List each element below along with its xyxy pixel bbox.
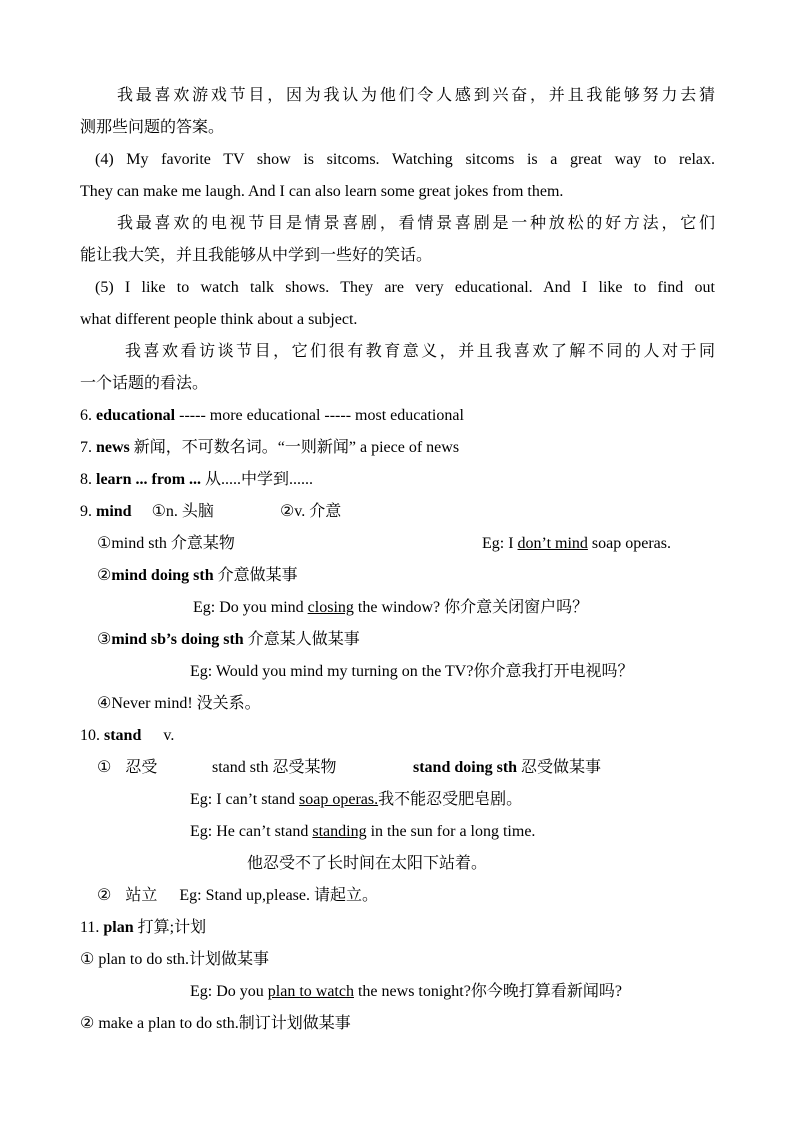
example-underlined: standing [312, 823, 367, 840]
item-9-sense-1-marker: ① [151, 503, 166, 520]
item-9 [80, 502, 341, 522]
item-11-usage-1-text: plan to do sth.计划做某事 [98, 951, 270, 968]
item-9-usage-3-bold: mind sb’s doing sth [111, 631, 244, 648]
item-11-usage-1 [80, 950, 269, 970]
p5-cn-line-2: 一个话题的看法。 [80, 375, 209, 392]
example-prefix: Eg: Do you [190, 983, 268, 1000]
example-suffix: 我不能忍受肥皂剧。 [378, 791, 523, 808]
item-10-sense-2-example: Eg: Stand up,please. 请起立。 [179, 887, 379, 904]
item-7 [80, 438, 459, 458]
example-prefix: Eg: Do you mind [193, 599, 308, 616]
item-8-word: learn ... from ... [96, 471, 202, 488]
item-9-usage-2-marker: ② [97, 567, 112, 584]
item-10-pos: v. [163, 727, 175, 744]
item-10-phrase-2 [413, 758, 601, 778]
item-8-number: 8. [80, 471, 92, 488]
item-11-usage-2 [80, 1014, 351, 1034]
p5-en-line-1: (5) I like to watch talk shows. They are very educational. And I like to find out [95, 279, 715, 296]
item-9-usage-3 [97, 630, 360, 650]
example-suffix: in the sun for a long time. [366, 823, 536, 840]
item-10-sense-2 [97, 886, 378, 906]
p4-cn-line-1: 我最喜欢的电视节目是情景喜剧，看情景喜剧是一种放松的好方法，它们 [117, 215, 715, 232]
item-10-example-2 [190, 822, 535, 842]
item-6 [80, 406, 464, 426]
item-9-sense-2: v. 介意 [294, 503, 342, 520]
item-10-sense-2-label: 站立 [125, 887, 158, 904]
item-8 [80, 470, 313, 490]
item-9-usage-1-text: mind sth 介意某物 [111, 535, 235, 552]
item-11-example-1 [190, 982, 622, 1002]
item-9-word: mind [96, 503, 132, 520]
item-9-usage-3-marker: ③ [97, 631, 112, 648]
item-9-sense-1: n. 头脑 [165, 503, 214, 520]
example-underlined: don’t mind [517, 535, 588, 552]
example-suffix: the news tonight?你今晚打算看新闻吗? [353, 983, 622, 1000]
item-9-usage-1-example [482, 534, 671, 554]
p5-en-line-2: what different people think about a subject. [80, 311, 358, 328]
item-9-usage-2 [97, 566, 298, 586]
item-9-usage-3-example: Eg: Would you mind my turning on the TV?你介意我打开电视吗？ [190, 663, 634, 680]
item-6-word: educational [96, 407, 176, 424]
p4-cn-line-2: 能让我大笑，并且我能够从中学到一些好的笑话。 [80, 247, 433, 264]
item-11-usage-1-marker: ① [80, 951, 95, 968]
item-8-meaning: 从.....中学到...... [201, 471, 314, 488]
item-10-phrase-1: stand sth 忍受某物 [212, 759, 337, 776]
item-10-example-2-translation: 他忍受不了长时间在太阳下站着。 [247, 855, 488, 872]
example-prefix: Eg: He can’t stand [190, 823, 313, 840]
item-7-number: 7. [80, 439, 92, 456]
item-10-phrase-2-bold: stand doing sth [413, 759, 518, 776]
example-suffix: the window? 你介意关闭窗户吗？ [353, 599, 589, 616]
item-10-example-1 [190, 790, 522, 810]
item-6-forms: ----- more educational ----- most educational [175, 407, 464, 424]
item-9-usage-4-text: Never mind! 没关系。 [111, 695, 261, 712]
item-9-usage-2-text: 介意做某事 [213, 567, 298, 584]
item-9-usage-2-example [193, 598, 588, 618]
item-9-usage-3-text: 介意某人做某事 [243, 631, 360, 648]
example-underlined: plan to watch [267, 983, 354, 1000]
item-9-number: 9. [80, 503, 92, 520]
item-10-phrase-2-text: 忍受做某事 [517, 759, 602, 776]
item-9-sense-2-marker: ② [279, 503, 295, 520]
example-suffix: soap operas. [587, 535, 672, 552]
item-6-number: 6. [80, 407, 92, 424]
item-10 [80, 726, 174, 746]
item-7-note: 新闻，不可数名词。“一则新闻” a piece of news [129, 439, 460, 456]
item-10-sense-1 [97, 758, 157, 778]
item-11-meaning: 打算;计划 [133, 919, 207, 936]
item-10-number: 10. [80, 727, 100, 744]
item-9-usage-4-marker: ④ [97, 695, 112, 712]
item-11-number: 11. [80, 919, 100, 936]
item-11-usage-2-marker: ② [80, 1015, 95, 1032]
p5-cn-line-1: 我喜欢看访谈节目，它们很有教育意义，并且我喜欢了解不同的人对于同 [125, 343, 715, 360]
example-underlined: soap operas. [299, 791, 379, 808]
p4-en-line-2: They can make me laugh. And I can also learn some great jokes from them. [80, 183, 564, 200]
item-9-usage-4 [97, 694, 261, 714]
item-10-sense-2-marker: ② [97, 887, 112, 904]
example-prefix: Eg: I can’t stand [190, 791, 300, 808]
item-10-sense-1-label: 忍受 [125, 759, 158, 776]
item-11-usage-2-text: make a plan to do sth.制订计划做某事 [98, 1015, 351, 1032]
item-9-usage-1 [97, 534, 235, 554]
item-7-word: news [96, 439, 130, 456]
item-9-usage-1-marker: ① [97, 535, 112, 552]
p3-cn-line-2: 测那些问题的答案。 [80, 119, 225, 136]
item-10-sense-1-marker: ① [97, 759, 112, 776]
example-underlined: closing [307, 599, 354, 616]
item-11-word: plan [103, 919, 134, 936]
item-10-word: stand [104, 727, 142, 744]
item-9-usage-2-bold: mind doing sth [111, 567, 214, 584]
example-prefix: Eg: I [482, 535, 518, 552]
item-11 [80, 918, 206, 938]
p4-en-line-1: (4) My favorite TV show is sitcoms. Watching sitcoms is a great way to relax. [95, 151, 715, 168]
p3-cn-line-1: 我最喜欢游戏节目，因为我认为他们令人感到兴奋，并且我能够努力去猜 [117, 87, 715, 104]
